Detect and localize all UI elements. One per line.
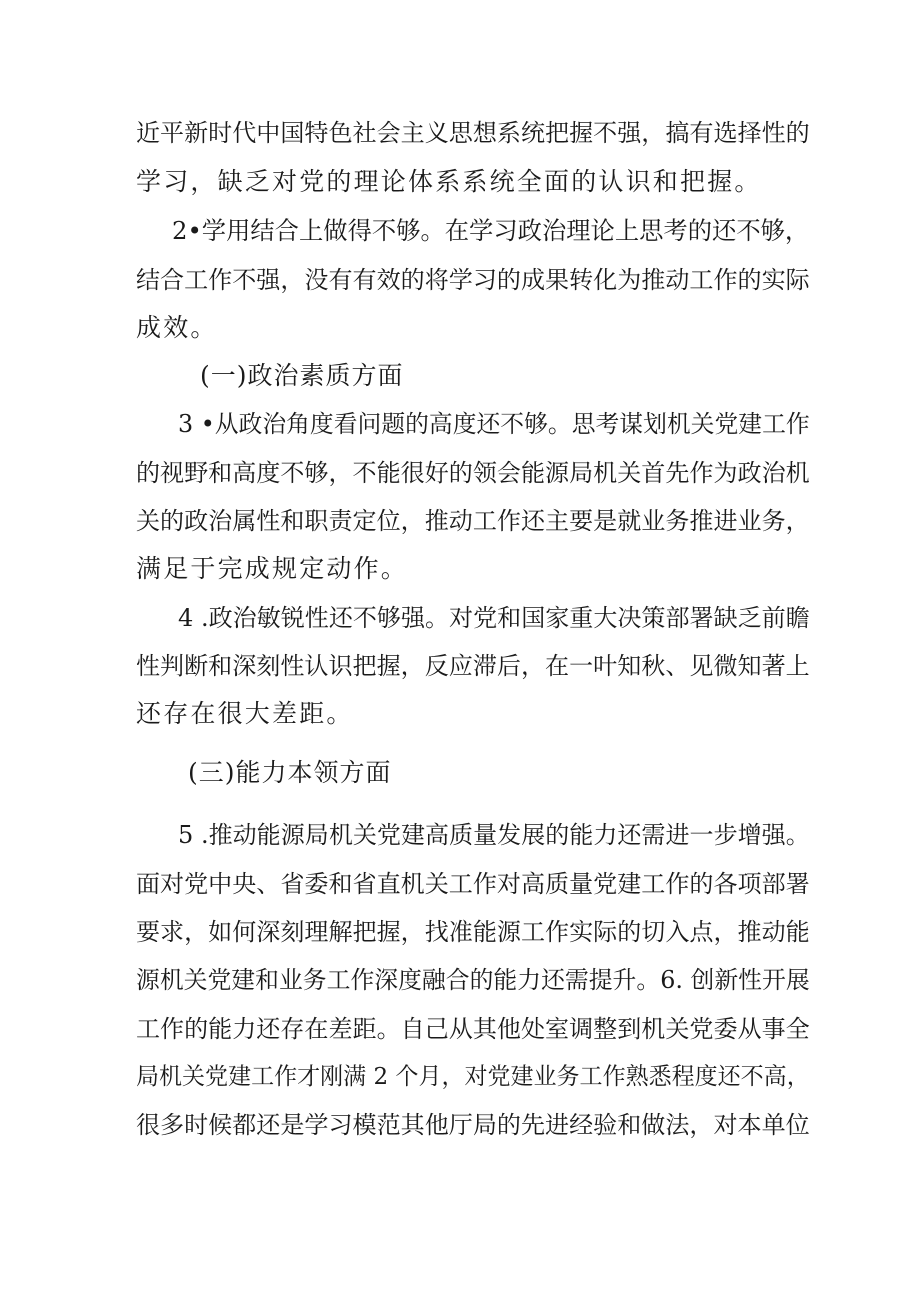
section-heading: (三)能力本领方面 bbox=[188, 758, 392, 787]
text-line: 4 .政治敏锐性还不够强。对党和国家重大决策部署缺乏前瞻 bbox=[178, 604, 810, 632]
text-line: 性判断和深刻性认识把握，反应滞后，在一叶知秋、见微知著上 bbox=[136, 652, 810, 680]
text-line: 要求，如何深刻理解把握，找准能源工作实际的切入点，推动能 bbox=[136, 918, 810, 946]
text-line: 结合工作不强，没有有效的将学习的成果转化为推动工作的实际 bbox=[136, 266, 810, 294]
text-line: 面对党中央、省委和省直机关工作对高质量党建工作的各项部署 bbox=[136, 870, 810, 898]
text-line: 很多时候都还是学习模范其他厅局的先进经验和做法，对本单位 bbox=[136, 1111, 810, 1139]
text-line: 局机关党建工作才刚满 2 个月，对党建业务工作熟悉程度还不高， bbox=[136, 1064, 810, 1090]
text-line: 3 •从政治角度看问题的高度还不够。思考谋划机关党建工作 bbox=[178, 410, 810, 438]
text-line: 近平新时代中国特色社会主义思想系统把握不强，搞有选择性的 bbox=[136, 119, 810, 147]
text-line: 还存在很大差距。 bbox=[136, 699, 354, 728]
text-line: 的视野和高度不够，不能很好的领会能源局机关首先作为政治机 bbox=[136, 459, 810, 487]
text-line: 关的政治属性和职责定位，推动工作还主要是就业务推进业务， bbox=[136, 507, 810, 535]
text-line: 工作的能力还存在差距。自己从其他处室调整到机关党委从事全 bbox=[136, 1015, 810, 1043]
section-heading: (一)政治素质方面 bbox=[200, 361, 404, 390]
text-line: 5 .推动能源局机关党建高质量发展的能力还需进一步增强。 bbox=[178, 821, 810, 849]
text-line: 满足于完成规定动作。 bbox=[136, 554, 409, 583]
text-line: 学习，缺乏对党的理论体系系统全面的认识和把握。 bbox=[136, 167, 762, 196]
text-line: 2•学用结合上做得不够。在学习政治理论上思考的还不够， bbox=[172, 216, 810, 245]
text-line: 源机关党建和业务工作深度融合的能力还需提升。6. 创新性开展 bbox=[136, 966, 810, 994]
text-line: 成效。 bbox=[136, 313, 218, 342]
